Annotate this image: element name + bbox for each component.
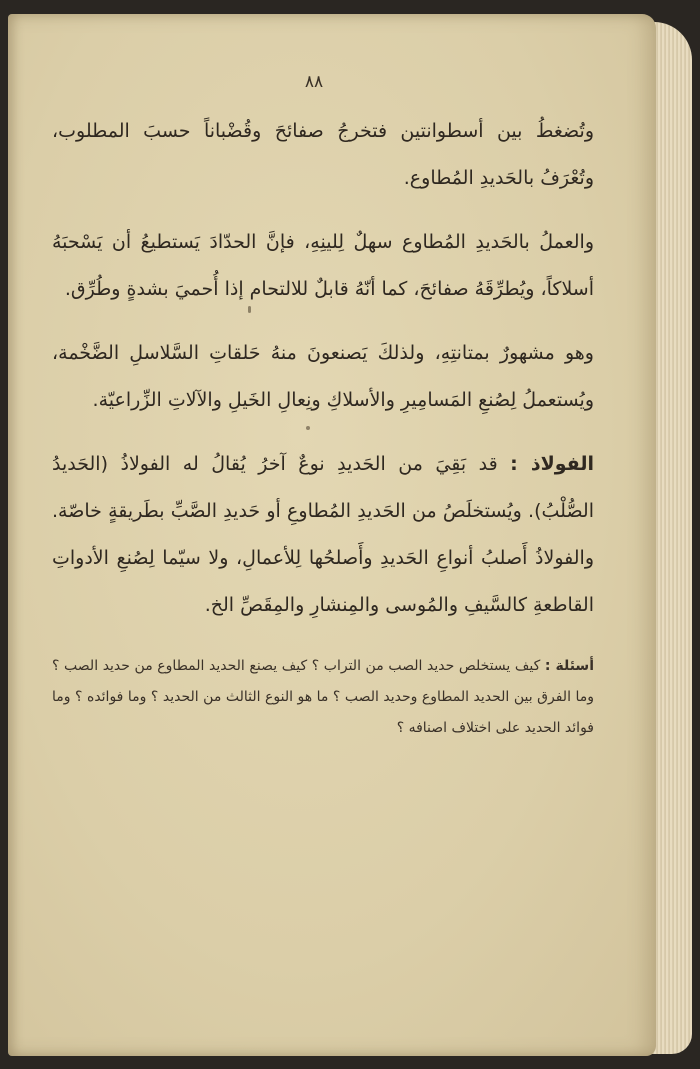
questions-text: كيف يستخلص حديد الصب من التراب ؟ كيف يصنع الحديد المطاوع من حديد الصب ؟ وما الفرق بين الحديد المطاوع وحديد الصب ؟ ما هو النوع الثالث من الحديد ؟ وما فوائده ؟ وما فوائد الحديد على اختلاف اصنافه ؟ [52,658,594,736]
paragraph [52,441,594,629]
questions-heading: أسئلة : [544,658,594,674]
paragraph [52,219,594,313]
paragraph [52,108,594,202]
paragraph [52,330,594,424]
paragraph-text: قد بَقِيَ من الحَديدِ نوعٌ آخرُ يُقالُ له الفولاذُ (الحَديدُ الصُّلْبُ). ويُستخلَصُ من الحَديدِ المُطاوعِ أو حَديدِ الصَّبِّ بطَريقةٍ خاصّة. والفولاذُ أَصلبُ أنواعِ الحَديدِ وأَصلحُها لِلأعمالِ، ولا سيّما لِصُنعِ الأدواتِ القاطعةِ كالسَّيفِ والمُوسى والمِنشارِ والمِقَصِّ الخ. [52,453,594,616]
paragraph-text: وتُضغطُ بين أسطوانتين فتخرجُ صفائحَ وقُضْباناً حسبَ المطلوب، وتُعْرَفُ بالحَديدِ المُطاوع. [52,120,594,189]
paragraph-text: وهو مشهورٌ بمتانتِهِ، ولذلكَ يَصنعونَ منهُ حَلقاتِ السَّلاسلِ الضَّخْمة، ويُستعملُ لِصُنعِ المَسامِيرِ والأسلاكِ ونِعالِ الخَيلِ والآلاتِ الزِّراعيّة. [52,342,594,411]
page-sheet [8,14,656,1056]
page-body [52,108,594,758]
page-number: ٨٨ [304,72,324,92]
questions-block [52,651,594,744]
ink-speck [248,306,251,313]
ink-speck [306,426,310,430]
paragraph-text: والعملُ بالحَديدِ المُطاوع سهلٌ لِلينِهِ، فإنَّ الحدّادَ يَستطيعُ أن يَسْحبَهُ أسلاكاً، ويُطرِّقَهُ صفائحَ، كما أنّهُ قابلٌ للالتحام إذا أُحميَ بشدةٍ وطُرِّق. [52,231,594,300]
paragraph-heading: الفولاذ : [510,453,594,475]
